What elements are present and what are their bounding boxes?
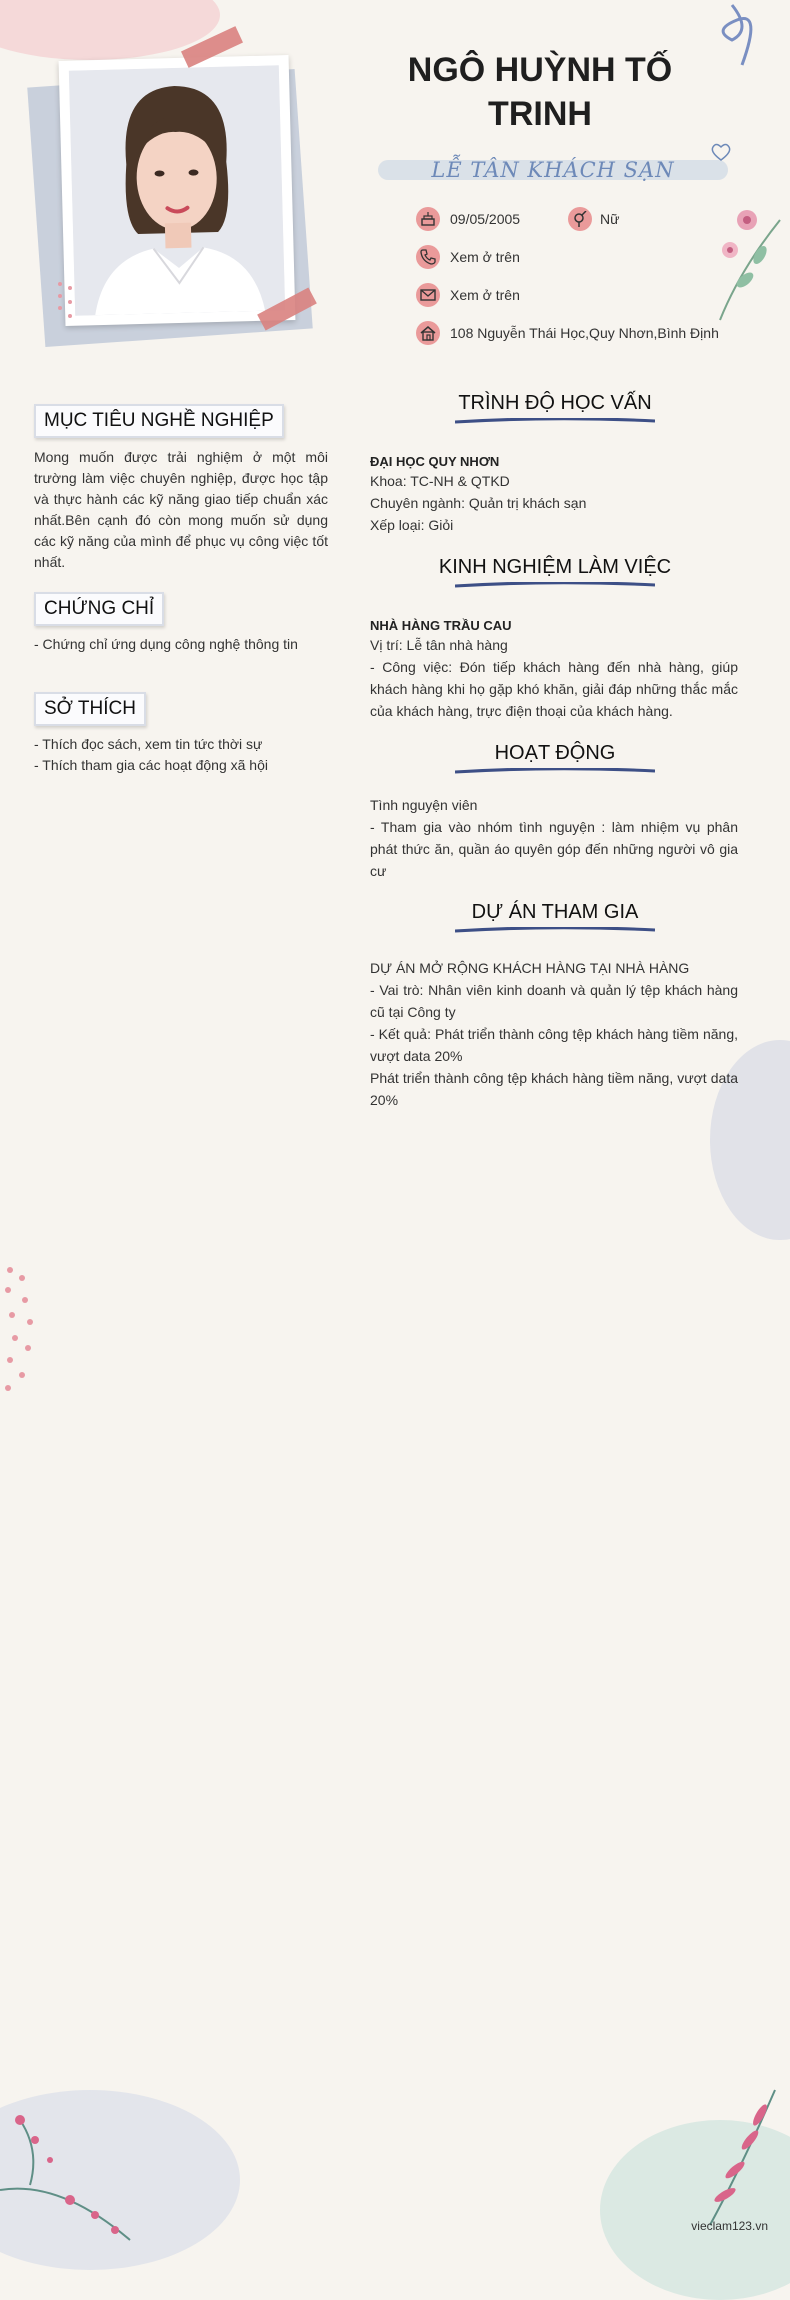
certificate-item: - Chứng chỉ ứng dụng công nghệ thông tin bbox=[34, 636, 298, 652]
hobby-item: - Thích đọc sách, xem tin tức thời sự bbox=[34, 736, 263, 752]
gender-value: Nữ bbox=[600, 211, 620, 227]
flower-decoration-top-right bbox=[700, 200, 790, 330]
email-value: Xem ở trên bbox=[450, 287, 520, 303]
gender-icon bbox=[568, 207, 592, 231]
site-watermark: vieclam123.vn bbox=[691, 2219, 768, 2233]
project-result: - Kết quả: Phát triển thành công tệp khách hàng tiềm năng, vượt data 20% bbox=[370, 1026, 738, 1064]
projects-heading: DỰ ÁN THAM GIA bbox=[471, 901, 639, 923]
job-title: LỄ TÂN KHÁCH SẠN bbox=[431, 158, 675, 182]
job-title-banner bbox=[378, 154, 728, 184]
objective-heading: MỤC TIÊU NGHỀ NGHIỆP bbox=[34, 404, 284, 438]
profile-photo bbox=[69, 65, 285, 315]
certificates-heading: CHỨNG CHỈ bbox=[34, 592, 164, 626]
dots-decoration bbox=[0, 1260, 50, 1400]
education-faculty: Khoa: TC-NH & QTKD bbox=[370, 473, 510, 489]
hobby-item: - Thích tham gia các hoạt động xã hội bbox=[34, 757, 268, 773]
cake-icon bbox=[416, 207, 440, 231]
education-major: Chuyên ngành: Quản trị khách sạn bbox=[370, 495, 587, 511]
activities-heading: HOẠT ĐỘNG bbox=[494, 742, 616, 764]
activity-name: Tình nguyện viên bbox=[370, 797, 478, 813]
heading-underline bbox=[455, 418, 655, 424]
portrait-illustration bbox=[69, 65, 285, 315]
email-icon bbox=[416, 283, 440, 307]
heart-icon bbox=[710, 142, 732, 162]
heading-underline bbox=[455, 768, 655, 774]
project-name: DỰ ÁN MỞ RỘNG KHÁCH HÀNG TẠI NHÀ HÀNG bbox=[370, 960, 690, 976]
profile-photo-frame bbox=[59, 55, 296, 326]
floral-decoration-bottom-right bbox=[690, 2080, 790, 2230]
phone-value: Xem ở trên bbox=[450, 249, 520, 265]
home-icon bbox=[416, 321, 440, 345]
education-rank: Xếp loại: Giỏi bbox=[370, 517, 454, 533]
hobbies-heading: SỞ THÍCH bbox=[34, 692, 146, 726]
floral-decoration-bottom-left bbox=[0, 2080, 140, 2247]
education-heading: TRÌNH ĐỘ HỌC VẤN bbox=[458, 392, 652, 414]
school-name: ĐẠI HỌC QUY NHƠN bbox=[370, 454, 500, 469]
candidate-name: NGÔ HUỲNH TỐ TRINH bbox=[407, 51, 673, 133]
experience-duty: - Công việc: Đón tiếp khách hàng đến nhà hàng, giúp khách hàng khi họ gặp khó khăn, giải đáp những thắc mắc của khách hàng, trực điện thoại của khách hàng. bbox=[370, 659, 738, 719]
project-role: - Vai trò: Nhân viên kinh doanh và quản lý tệp khách hàng cũ tại Công ty bbox=[370, 982, 738, 1020]
ribbon-decoration bbox=[712, 0, 772, 70]
birthday-value: 09/05/2005 bbox=[450, 211, 521, 227]
heading-underline bbox=[455, 582, 655, 588]
project-result-extra: Phát triển thành công tệp khách hàng tiềm năng, vượt data 20% bbox=[370, 1070, 738, 1108]
experience-position: Vị trí: Lễ tân nhà hàng bbox=[370, 637, 508, 653]
phone-icon bbox=[416, 245, 440, 269]
heading-underline bbox=[455, 927, 655, 933]
activity-description: - Tham gia vào nhóm tình nguyện : làm nhiệm vụ phân phát thức ăn, quần áo quyên góp đến những người vô gia cư bbox=[370, 819, 738, 879]
address-value: 108 Nguyễn Thái Học,Quy Nhơn,Bình Định bbox=[450, 325, 719, 341]
objective-text: Mong muốn được trải nghiệm ở một môi trường làm việc chuyên nghiệp, được học tập và thực hành các kỹ năng giao tiếp chuẩn xác nhất.Bên cạnh đó còn mong muốn sử dụng các kỹ năng của mình để phục vụ công việc tốt nhất. bbox=[34, 449, 328, 570]
company-name: NHÀ HÀNG TRẦU CAU bbox=[370, 618, 512, 633]
dots-decoration-photo bbox=[54, 278, 84, 328]
experience-heading: KINH NGHIỆM LÀM VIỆC bbox=[438, 556, 672, 578]
